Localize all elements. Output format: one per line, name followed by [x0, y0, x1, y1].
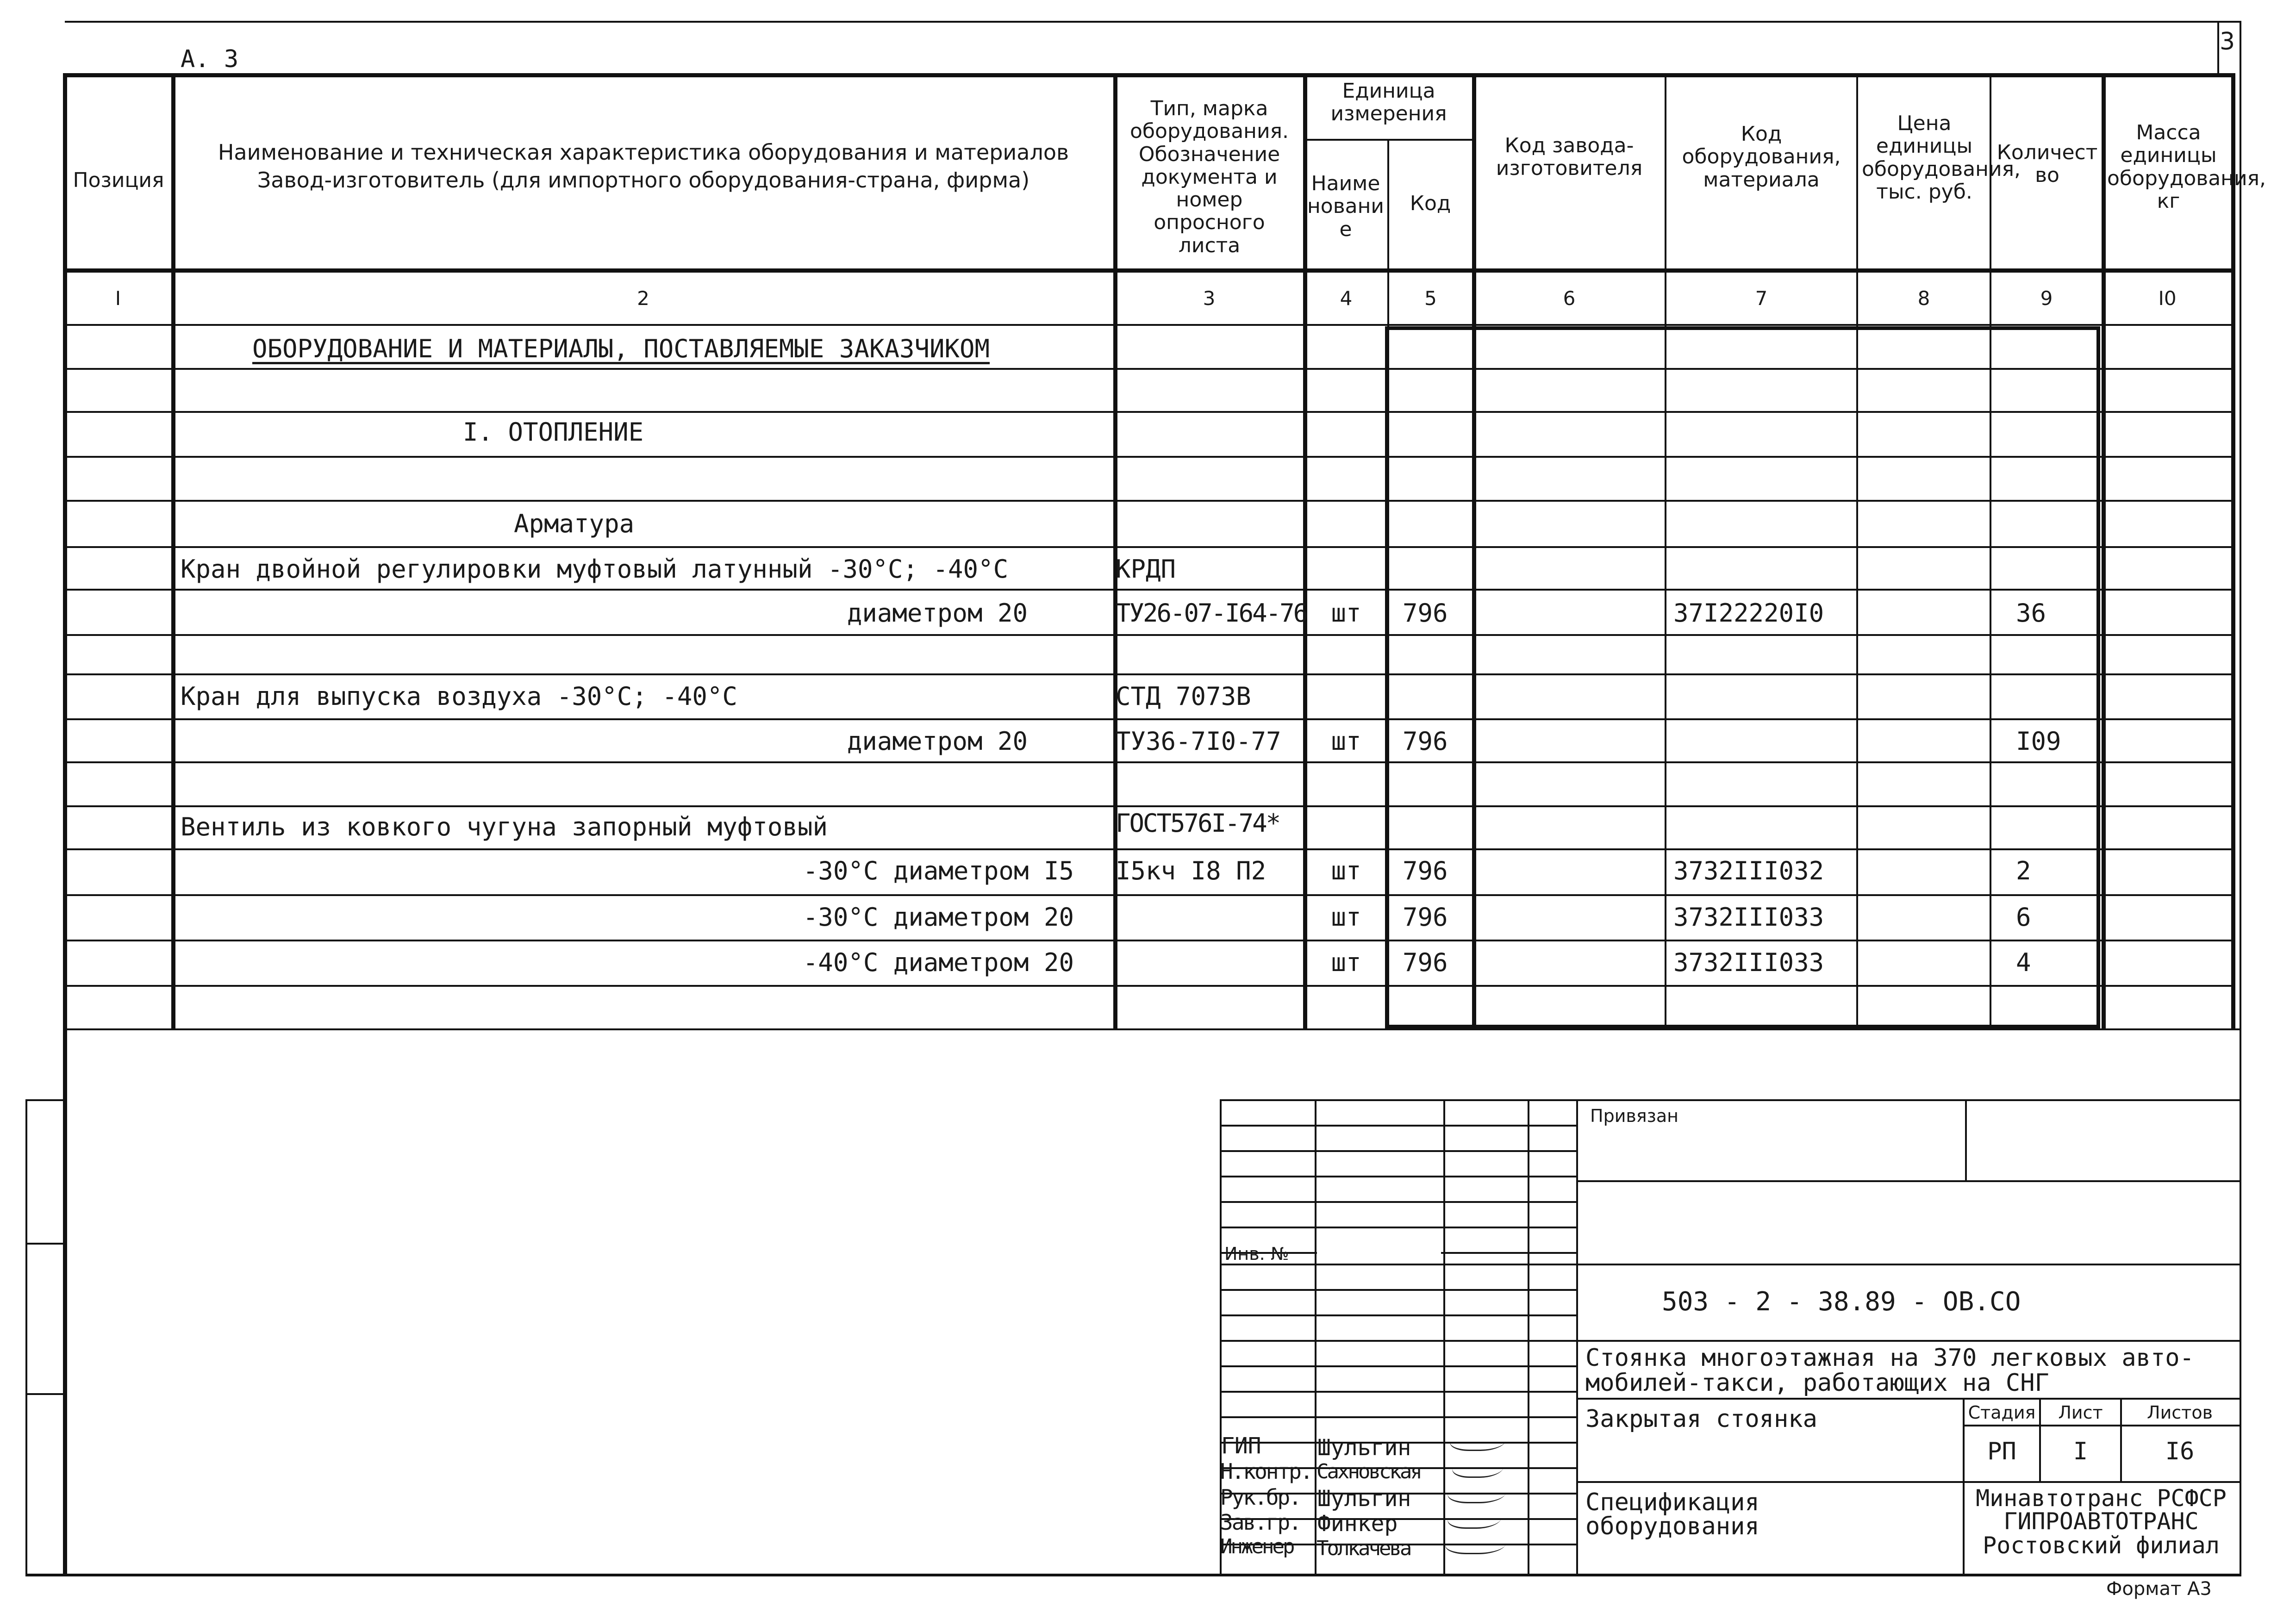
stamp-line — [1576, 1264, 2240, 1265]
column-number: I0 — [2158, 287, 2177, 310]
row-material-code: 3732III033 — [1673, 903, 1824, 932]
row-quantity: 4 — [2016, 948, 2031, 977]
row-line — [63, 985, 2231, 987]
stamp-line — [1965, 1099, 1967, 1180]
stamp-line — [1443, 1099, 1445, 1575]
col-line — [2102, 73, 2106, 1028]
stamp-line — [1576, 1180, 2240, 1182]
row-type: ТУ26-07-I64-76 — [1116, 598, 1307, 628]
row-line — [63, 894, 2231, 896]
format-footer: Формат А3 — [2106, 1578, 2212, 1600]
column-number: I — [115, 287, 121, 310]
row-quantity: I09 — [2016, 727, 2061, 756]
header-name-line1: Наименование и техническая характеристика оборудования и материалов — [218, 140, 1069, 165]
stage-label: Стадия — [1968, 1402, 2036, 1423]
row-line — [63, 500, 2231, 502]
format-label: А. 3 — [181, 45, 239, 73]
row-code: 796 — [1403, 856, 1448, 885]
document-code: 503 - 2 - 38.89 - ОВ.СО — [1662, 1287, 2021, 1317]
column-number: 5 — [1424, 287, 1437, 310]
org-line2: ГИПРОАВТОТРАНС — [2003, 1508, 2199, 1535]
doc-name-line2: оборудования — [1585, 1513, 1759, 1540]
frame-top-line — [65, 21, 2240, 23]
row-quantity: 36 — [2016, 598, 2046, 628]
signature — [1449, 1453, 1509, 1478]
column-number: 4 — [1340, 287, 1353, 310]
header-unit-name: Наименование — [1307, 172, 1384, 241]
person-name: Шульгин — [1317, 1486, 1411, 1512]
column-number: 3 — [1203, 287, 1216, 310]
binding-strip-left — [25, 1099, 27, 1575]
row-line — [63, 456, 2231, 458]
column-number: 7 — [1755, 287, 1768, 310]
row-line — [63, 848, 2231, 850]
header-quantity: Количество — [1997, 141, 2098, 187]
row-quantity: 6 — [2016, 903, 2031, 932]
stamp-grid-line — [1220, 1125, 1576, 1127]
row-unit: шт — [1331, 598, 1361, 628]
binding-strip-line — [25, 1243, 65, 1245]
header-unit-code: Код — [1410, 192, 1451, 215]
role-label: Инженер — [1220, 1535, 1293, 1558]
row-name: -30°C диаметром 20 — [803, 903, 1074, 932]
col-line — [2231, 73, 2235, 1028]
signature — [1444, 1479, 1511, 1503]
header-price: Цена единицы оборудования, тыс. руб. — [1862, 112, 2021, 204]
column-number: 8 — [1917, 287, 1930, 310]
row-name: диаметром 20 — [847, 727, 1028, 756]
role-label: Н.контр. — [1220, 1459, 1312, 1484]
stamp-line — [1576, 1340, 2240, 1342]
row-type: ТУ36-7I0-77 — [1116, 727, 1281, 756]
sheet-label: Лист — [2058, 1402, 2103, 1423]
row-name: Кран для выпуска воздуха -30°C; -40°C — [181, 682, 737, 711]
stamp-line — [1315, 1099, 1316, 1575]
inv-no-label: Инв. № — [1224, 1244, 1289, 1264]
inv-cell-mask — [1317, 1245, 1441, 1263]
row-name: Кран двойной регулировки муфтовый латунный -30°C; -40°C — [181, 554, 1009, 584]
person-name: Толкачева — [1316, 1537, 1410, 1560]
row-line — [63, 546, 2231, 548]
row-type: ГОСТ576I-74* — [1116, 809, 1280, 838]
header-type: Тип, марка оборудования. Обозначение документа и номер опросного листа — [1130, 97, 1289, 257]
row-unit: шт — [1331, 948, 1361, 977]
sheets-value: I6 — [2165, 1438, 2195, 1465]
stamp-grid-line — [1220, 1227, 1576, 1228]
stage-value: РП — [1987, 1438, 2016, 1465]
section-title-main: ОБОРУДОВАНИЕ И МАТЕРИАЛЫ, ПОСТАВЛЯЕМЫЕ ЗАКАЗЧИКОМ — [252, 334, 990, 363]
header-position: Позиция — [73, 168, 164, 192]
object-name: Закрытая стоянка — [1585, 1405, 1817, 1433]
row-material-code: 3732III032 — [1673, 856, 1824, 885]
header-name — [176, 139, 1111, 194]
row-line — [63, 368, 2231, 370]
row-material-code: 3732III033 — [1673, 948, 1824, 977]
column-number: 9 — [2040, 287, 2053, 310]
signature — [1442, 1530, 1511, 1554]
header-name-line2: Завод-изготовитель (для импортного оборудования-страна, фирма) — [257, 167, 1030, 193]
row-unit: шт — [1331, 903, 1361, 932]
project-line1: Стоянка многоэтажная на 370 легковых авто- — [1585, 1344, 2194, 1372]
stamp-grid-line — [1220, 1340, 1576, 1342]
stamp-grid-line — [1220, 1365, 1576, 1367]
role-label: ГИП — [1221, 1433, 1261, 1459]
stamp-line — [1576, 1398, 2240, 1400]
row-quantity: 2 — [2016, 856, 2031, 885]
stamp-grid-line — [1220, 1150, 1576, 1152]
stamp-grid-line — [1220, 1289, 1576, 1291]
row-line — [63, 634, 2231, 636]
row-name: Вентиль из ковкого чугуна запорный муфтовый — [181, 812, 828, 841]
row-code: 796 — [1403, 903, 1448, 932]
header-equipment-code: Код оборудования, материала — [1682, 122, 1841, 192]
org-line1: Минавтотранс РСФСР — [1976, 1485, 2227, 1512]
page-number-box-line — [2217, 21, 2219, 76]
stamp-line — [1963, 1425, 2240, 1426]
row-code: 796 — [1403, 598, 1448, 628]
sheet-value: I — [2073, 1438, 2088, 1465]
column-number: 6 — [1563, 287, 1576, 310]
row-line — [63, 589, 2231, 591]
row-name: -40°C диаметром 20 — [803, 948, 1074, 977]
col-line — [171, 73, 175, 1028]
row-line — [63, 940, 2231, 941]
section-title-heating: I. ОТОПЛЕНИЕ — [463, 417, 644, 447]
header-factory-code: Код завода-изготовителя — [1496, 134, 1643, 181]
frame-right-line — [2240, 21, 2241, 1576]
signature — [1444, 1504, 1506, 1529]
row-unit: шт — [1331, 727, 1361, 756]
header-bottom-border — [63, 268, 2233, 273]
table-bottom-line — [63, 1028, 2240, 1030]
role-label: Рук.бр. — [1220, 1485, 1300, 1510]
row-line — [63, 805, 2231, 807]
row-code: 796 — [1403, 948, 1448, 977]
row-material-code: 37I22220I0 — [1673, 598, 1824, 628]
section-title-fittings: Арматура — [514, 509, 635, 538]
numbers-row-line — [63, 324, 2233, 326]
sheets-label: Листов — [2147, 1402, 2213, 1423]
row-type: КРДП — [1116, 554, 1176, 584]
binding-strip-line — [25, 1393, 65, 1395]
attached-label: Привязан — [1590, 1106, 1678, 1126]
person-name: Финкер — [1317, 1511, 1398, 1537]
stamp-grid-line — [1220, 1314, 1576, 1316]
row-line — [63, 761, 2231, 763]
table-top-border — [63, 73, 2233, 77]
row-name: диаметром 20 — [847, 598, 1028, 628]
frame-bottom-line — [25, 1574, 2241, 1576]
person-name: Сахновская — [1316, 1460, 1421, 1483]
person-name: Шульгин — [1317, 1435, 1411, 1461]
header-unit-group: Единица измерения — [1330, 79, 1447, 126]
stamp-line — [1528, 1099, 1529, 1575]
signature — [1447, 1426, 1511, 1451]
org-line3: Ростовский филиал — [1983, 1532, 2220, 1559]
row-name: -30°C диаметром I5 — [803, 856, 1074, 885]
stamp-grid-line — [1220, 1201, 1576, 1203]
doc-name-line1: Спецификация — [1585, 1488, 1759, 1516]
project-line2: мобилей-такси, работающих на СНГ — [1585, 1369, 2049, 1397]
row-type: СТД 7073В — [1116, 682, 1251, 711]
stamp-grid-line — [1220, 1416, 1576, 1418]
role-label: Зав.гр. — [1220, 1510, 1300, 1535]
row-line — [63, 411, 2231, 413]
header-mass: Масса единицы оборудования, кг — [2107, 121, 2266, 213]
column-number: 2 — [637, 287, 649, 310]
unit-group-divider — [1303, 139, 1472, 141]
stamp-grid-line — [1220, 1176, 1576, 1177]
row-line — [63, 673, 2231, 675]
page-number: 3 — [2220, 28, 2235, 56]
binding-strip-line — [25, 1099, 65, 1101]
stamp-line — [1576, 1481, 2240, 1483]
row-line — [63, 718, 2231, 720]
row-type: I5кч I8 П2 — [1116, 856, 1267, 885]
stamp-grid-line — [1220, 1391, 1576, 1393]
stamp-line — [1576, 1099, 1578, 1575]
row-code: 796 — [1403, 727, 1448, 756]
row-unit: шт — [1331, 856, 1361, 885]
stamp-line — [1220, 1099, 2240, 1101]
